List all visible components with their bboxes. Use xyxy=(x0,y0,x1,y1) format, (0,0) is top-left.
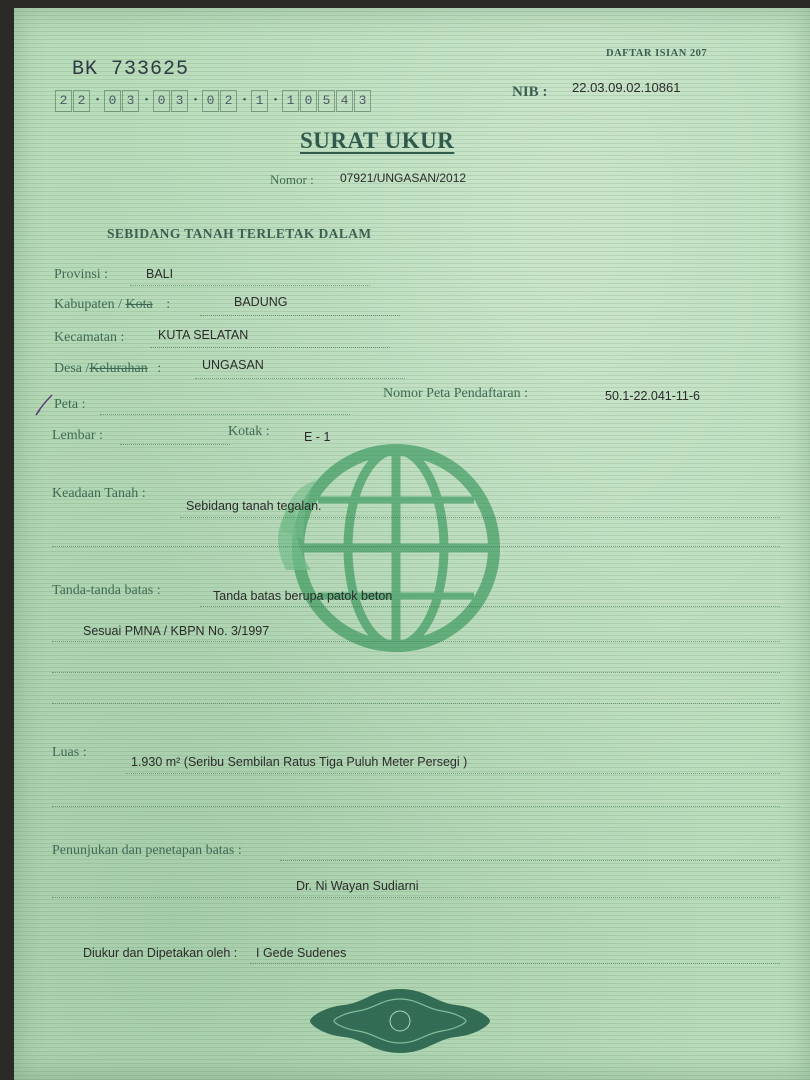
kabupaten-label-a: Kabupaten / xyxy=(54,297,123,312)
dotted-line xyxy=(52,703,780,704)
ornament-seal-icon xyxy=(306,985,494,1057)
lembar-label: Lembar : xyxy=(52,428,103,443)
dotted-line xyxy=(125,773,780,774)
batas-label: Tanda-tanda batas : xyxy=(52,583,161,598)
code-digit: 3 xyxy=(171,90,188,112)
dotted-line xyxy=(52,897,780,898)
desa-label-b: Kelurahan xyxy=(89,361,148,376)
batas-value: Tanda batas berupa patok beton xyxy=(213,589,393,603)
provinsi-value: BALI xyxy=(146,267,174,281)
desa-label-a: Desa / xyxy=(54,361,90,376)
code-digit: 5 xyxy=(318,90,335,112)
code-digit: 1 xyxy=(251,90,268,112)
dotted-line xyxy=(52,641,780,642)
code-separator: • xyxy=(242,94,247,106)
peta-label: Peta : xyxy=(54,397,86,412)
code-separator: • xyxy=(95,94,100,106)
nomor-peta-value: 50.1-22.041-11-6 xyxy=(605,389,700,403)
nib-value: 22.03.09.02.10861 xyxy=(572,80,681,95)
code-digit: 2 xyxy=(220,90,237,112)
dotted-line xyxy=(100,414,350,415)
dotted-line xyxy=(200,315,400,316)
code-digit: 4 xyxy=(336,90,353,112)
dotted-line xyxy=(280,860,780,861)
nomor-value: 07921/UNGASAN/2012 xyxy=(340,171,467,185)
provinsi-label: Provinsi : xyxy=(54,267,109,282)
luas-label: Luas : xyxy=(52,745,87,760)
code-digit: 2 xyxy=(73,90,90,112)
desa-label xyxy=(54,361,161,377)
nib-label xyxy=(512,84,547,101)
code-digit: 0 xyxy=(202,90,219,112)
serial-number: BK 733625 xyxy=(72,58,190,81)
code-digit: 0 xyxy=(104,90,121,112)
penunjukan-label: Penunjukan dan penetapan batas : xyxy=(52,843,242,858)
penunjukan-value: Dr. Ni Wayan Sudiarni xyxy=(296,879,419,893)
kotak-label: Kotak : xyxy=(228,424,270,439)
kecamatan-value: KUTA SELATAN xyxy=(158,328,249,342)
desa-value: UNGASAN xyxy=(202,358,264,372)
code-digit: 3 xyxy=(122,90,139,112)
dotted-line xyxy=(150,347,390,348)
bpn-globe-watermark-icon xyxy=(256,420,516,670)
code-separator: • xyxy=(144,94,149,106)
nib-label-sep: : xyxy=(542,84,548,100)
kabupaten-label xyxy=(54,297,170,313)
desa-label-c: : xyxy=(157,361,162,376)
code-separator: • xyxy=(193,94,198,106)
dotted-line xyxy=(52,672,780,673)
dotted-line xyxy=(120,444,230,445)
dotted-line xyxy=(200,606,780,607)
code-digit: 2 xyxy=(55,90,72,112)
code-digit: 1 xyxy=(282,90,299,112)
section-heading: SEBIDANG TANAH TERLETAK DALAM xyxy=(107,226,372,241)
dotted-line xyxy=(250,963,780,964)
document-title: SURAT UKUR xyxy=(300,128,455,153)
form-name: DAFTAR ISIAN 207 xyxy=(606,48,708,59)
diukur-label: Diukur dan Dipetakan oleh : xyxy=(83,946,238,960)
kecamatan-label: Kecamatan : xyxy=(54,330,125,345)
code-digit: 0 xyxy=(153,90,170,112)
keadaan-label: Keadaan Tanah : xyxy=(52,486,146,501)
kotak-value: E - 1 xyxy=(304,430,331,444)
pen-checkmark-icon xyxy=(34,393,56,419)
luas-value: 1.930 m² (Seribu Sembilan Ratus Tiga Puluh Meter Persegi ) xyxy=(131,755,468,769)
kabupaten-label-c: : xyxy=(166,297,171,312)
dotted-line xyxy=(180,517,780,518)
kabupaten-value: BADUNG xyxy=(234,295,288,309)
dotted-line xyxy=(52,546,780,547)
nomor-label: Nomor : xyxy=(270,172,314,187)
dotted-line xyxy=(52,806,780,807)
dotted-line xyxy=(130,285,370,286)
code-digit: 3 xyxy=(354,90,371,112)
dotted-line xyxy=(195,378,405,379)
code-digit: 0 xyxy=(300,90,317,112)
keadaan-value: Sebidang tanah tegalan. xyxy=(186,499,322,513)
nib-label-text: NIB xyxy=(512,84,539,100)
parcel-code-boxes xyxy=(55,90,435,114)
batas-value-2: Sesuai PMNA / KBPN No. 3/1997 xyxy=(83,624,270,638)
code-separator: • xyxy=(273,94,278,106)
nomor-peta-label: Nomor Peta Pendaftaran : xyxy=(383,386,529,401)
kabupaten-label-b: Kota xyxy=(125,297,153,312)
diukur-value: I Gede Sudenes xyxy=(256,946,347,960)
